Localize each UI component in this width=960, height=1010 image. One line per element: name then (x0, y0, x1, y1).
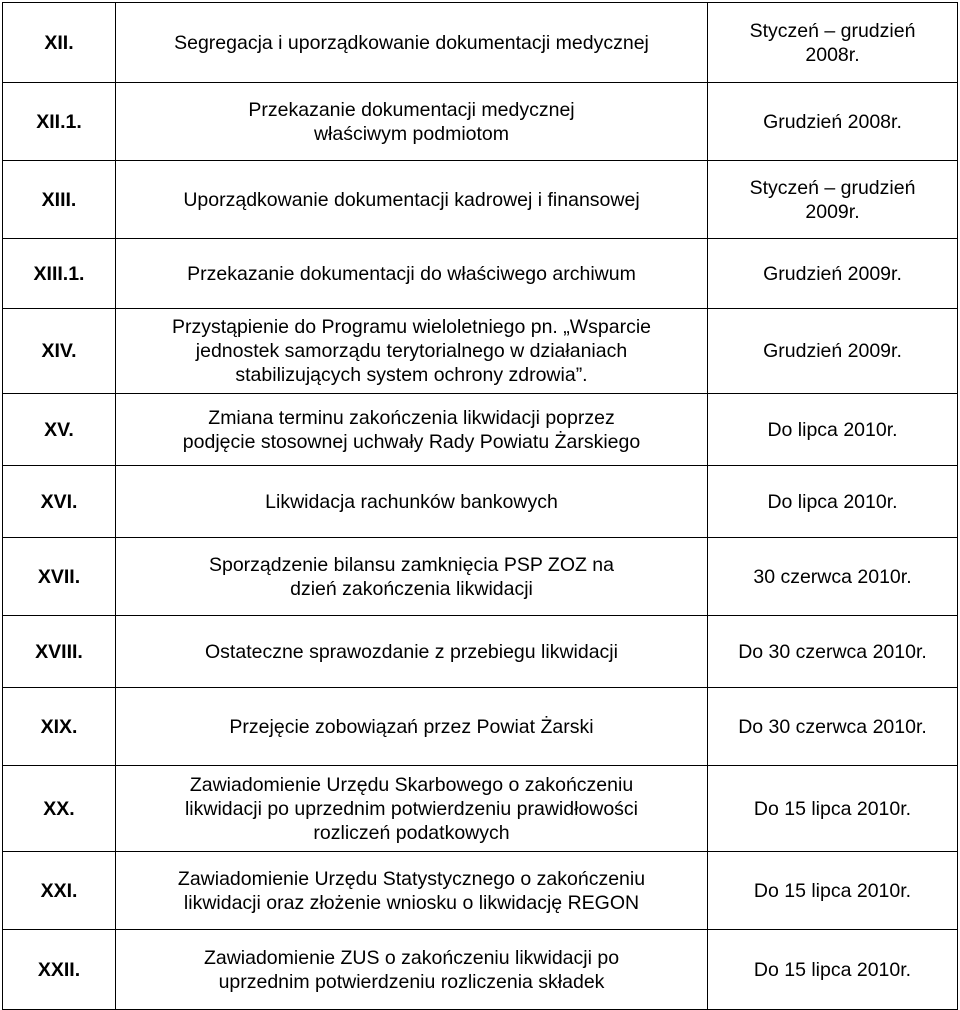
task-description: Uporządkowanie dokumentacji kadrowej i finansowej (116, 161, 708, 239)
task-description: Sporządzenie bilansu zamknięcia PSP ZOZ na dzień zakończenia likwidacji (116, 538, 708, 616)
table-row (3, 3, 958, 83)
row-number: XII.1. (3, 83, 116, 161)
deadline: Do lipca 2010r. (708, 466, 958, 538)
row-number: XXI. (3, 852, 116, 930)
table-row (3, 930, 958, 1010)
task-description: Przystąpienie do Programu wieloletniego pn. „Wsparcie jednostek samorządu terytorialnego w działaniach stabilizujących system ochrony zdrowia”. (116, 309, 708, 394)
row-number: XII. (3, 3, 116, 83)
schedule-table (2, 2, 958, 1010)
deadline: Do lipca 2010r. (708, 394, 958, 466)
table-row (3, 538, 958, 616)
row-number: XIII. (3, 161, 116, 239)
table-row (3, 616, 958, 688)
table-row (3, 466, 958, 538)
table-row (3, 239, 958, 309)
deadline: 30 czerwca 2010r. (708, 538, 958, 616)
deadline: Grudzień 2009r. (708, 309, 958, 394)
task-description: Przekazanie dokumentacji medycznej właściwym podmiotom (116, 83, 708, 161)
deadline: Styczeń – grudzień 2008r. (708, 3, 958, 83)
deadline: Do 15 lipca 2010r. (708, 852, 958, 930)
deadline: Do 30 czerwca 2010r. (708, 688, 958, 766)
task-description: Zmiana terminu zakończenia likwidacji poprzez podjęcie stosownej uchwały Rady Powiatu Żarskiego (116, 394, 708, 466)
row-number: XVI. (3, 466, 116, 538)
task-description: Segregacja i uporządkowanie dokumentacji medycznej (116, 3, 708, 83)
row-number: XIII.1. (3, 239, 116, 309)
table-row (3, 688, 958, 766)
row-number: XX. (3, 766, 116, 852)
task-description: Likwidacja rachunków bankowych (116, 466, 708, 538)
row-number: XIX. (3, 688, 116, 766)
task-description: Zawiadomienie ZUS o zakończeniu likwidacji po uprzednim potwierdzeniu rozliczenia składek (116, 930, 708, 1010)
deadline: Do 30 czerwca 2010r. (708, 616, 958, 688)
deadline: Do 15 lipca 2010r. (708, 766, 958, 852)
deadline: Do 15 lipca 2010r. (708, 930, 958, 1010)
table-row (3, 161, 958, 239)
task-description: Zawiadomienie Urzędu Statystycznego o zakończeniu likwidacji oraz złożenie wniosku o likwidację REGON (116, 852, 708, 930)
deadline: Grudzień 2008r. (708, 83, 958, 161)
table-row (3, 766, 958, 852)
deadline: Styczeń – grudzień 2009r. (708, 161, 958, 239)
row-number: XVII. (3, 538, 116, 616)
table-row (3, 394, 958, 466)
row-number: XIV. (3, 309, 116, 394)
row-number: XXII. (3, 930, 116, 1010)
table-row (3, 309, 958, 394)
task-description: Przejęcie zobowiązań przez Powiat Żarski (116, 688, 708, 766)
task-description: Przekazanie dokumentacji do właściwego archiwum (116, 239, 708, 309)
deadline: Grudzień 2009r. (708, 239, 958, 309)
row-number: XV. (3, 394, 116, 466)
row-number: XVIII. (3, 616, 116, 688)
task-description: Zawiadomienie Urzędu Skarbowego o zakończeniu likwidacji po uprzednim potwierdzeniu prawidłowości rozliczeń podatkowych (116, 766, 708, 852)
table-row (3, 852, 958, 930)
table-row (3, 83, 958, 161)
task-description: Ostateczne sprawozdanie z przebiegu likwidacji (116, 616, 708, 688)
